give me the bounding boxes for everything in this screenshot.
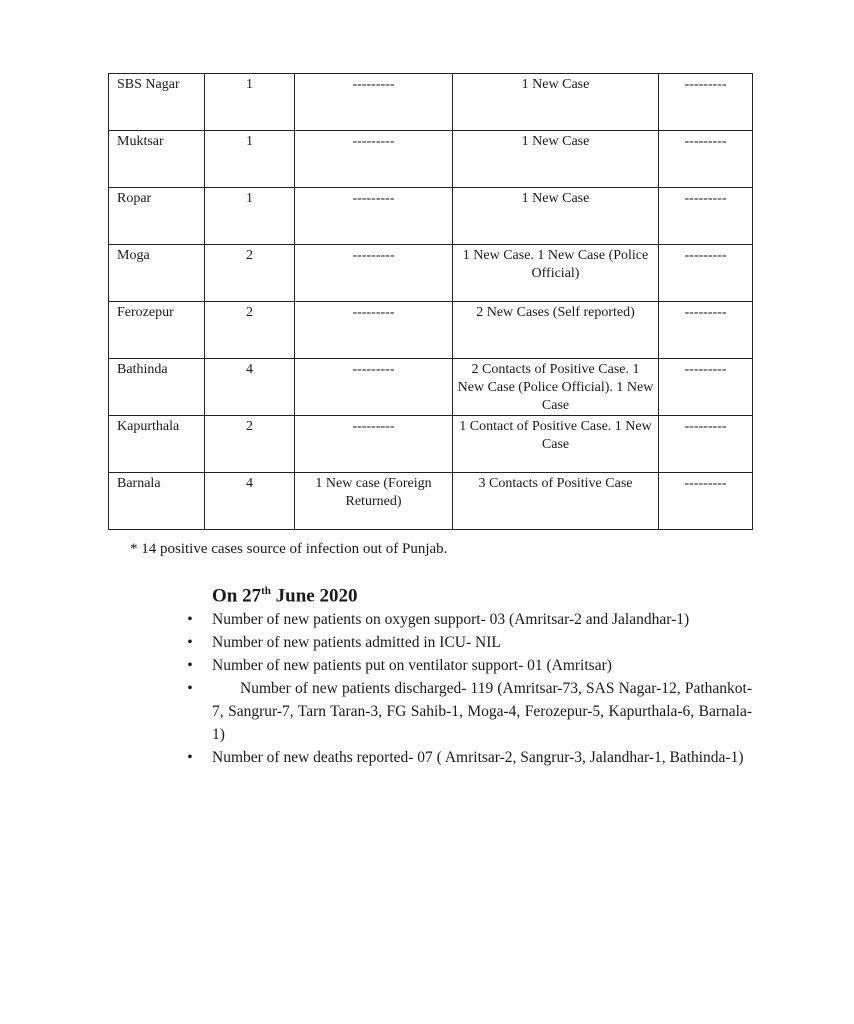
remarks-cell: --------- — [659, 131, 753, 188]
district-cell: Bathinda — [109, 359, 205, 416]
bullet-text: Number of new patients discharged- 119 (Amritsar-73, SAS Nagar-12, Pathankot-7, Sangrur-7, Tarn Taran-3, FG Sahib-1, Moga-4, Ferozepur-5, Kapurthala-6, Barnala-1) — [212, 680, 752, 743]
bullet-icon: • — [187, 657, 193, 674]
case-details-cell: 1 New Case — [453, 131, 659, 188]
district-cell: Barnala — [109, 473, 205, 530]
foreign-source-cell: --------- — [295, 416, 453, 473]
table-row — [109, 302, 753, 359]
case-details-cell: 2 Contacts of Positive Case. 1 New Case (Police Official). 1 New Case — [453, 359, 659, 416]
bullet-icon: • — [187, 634, 193, 651]
case-count-cell: 2 — [205, 416, 295, 473]
foreign-source-cell: --------- — [295, 188, 453, 245]
bullet-text: Number of new patients admitted in ICU- NIL — [212, 634, 501, 651]
table-row — [109, 416, 753, 473]
foreign-source-cell: 1 New case (Foreign Returned) — [295, 473, 453, 530]
foreign-source-cell: --------- — [295, 245, 453, 302]
remarks-cell: --------- — [659, 245, 753, 302]
district-cell: Kapurthala — [109, 416, 205, 473]
bullet-icon: • — [187, 611, 193, 628]
district-cell: Ropar — [109, 188, 205, 245]
bullet-icon: • — [187, 680, 193, 697]
case-details-cell: 1 Contact of Positive Case. 1 New Case — [453, 416, 659, 473]
case-details-cell: 1 New Case — [453, 188, 659, 245]
bullet-text: Number of new deaths reported- 07 ( Amritsar-2, Sangrur-3, Jalandhar-1, Bathinda-1) — [212, 749, 744, 766]
list-item — [184, 608, 752, 631]
table-row — [109, 473, 753, 530]
bullet-text: Number of new patients put on ventilator support- 01 (Amritsar) — [212, 657, 612, 674]
remarks-cell: --------- — [659, 359, 753, 416]
table-row — [109, 188, 753, 245]
district-cell: SBS Nagar — [109, 74, 205, 131]
district-cell: Ferozepur — [109, 302, 205, 359]
district-cell: Muktsar — [109, 131, 205, 188]
table-row — [109, 245, 753, 302]
case-count-cell: 2 — [205, 302, 295, 359]
list-item — [184, 677, 752, 746]
table-footnote: * 14 positive cases source of infection out of Punjab. — [130, 541, 448, 557]
case-details-cell: 1 New Case — [453, 74, 659, 131]
case-details-cell: 3 Contacts of Positive Case — [453, 473, 659, 530]
bullet-icon: • — [187, 749, 193, 766]
case-count-cell: 4 — [205, 359, 295, 416]
case-count-cell: 1 — [205, 131, 295, 188]
table-row — [109, 74, 753, 131]
remarks-cell: --------- — [659, 302, 753, 359]
remarks-cell: --------- — [659, 188, 753, 245]
foreign-source-cell: --------- — [295, 359, 453, 416]
heading-prefix: On 27 — [212, 585, 262, 607]
foreign-source-cell: --------- — [295, 131, 453, 188]
list-item — [184, 654, 752, 677]
case-count-cell: 2 — [205, 245, 295, 302]
table-row — [109, 359, 753, 416]
district-cases-table — [108, 73, 753, 530]
list-item — [184, 631, 752, 654]
foreign-source-cell: --------- — [295, 74, 453, 131]
case-details-cell: 2 New Cases (Self reported) — [453, 302, 659, 359]
remarks-cell: --------- — [659, 416, 753, 473]
case-count-cell: 1 — [205, 188, 295, 245]
bullet-text: Number of new patients on oxygen support- 03 (Amritsar-2 and Jalandhar-1) — [212, 611, 690, 628]
list-item — [184, 746, 752, 769]
remarks-cell: --------- — [659, 473, 753, 530]
case-count-cell: 4 — [205, 473, 295, 530]
case-details-cell: 1 New Case. 1 New Case (Police Official) — [453, 245, 659, 302]
case-count-cell: 1 — [205, 74, 295, 131]
update-bullet-list — [184, 608, 752, 769]
foreign-source-cell: --------- — [295, 302, 453, 359]
heading-ordinal-suffix: th — [261, 585, 271, 597]
remarks-cell: --------- — [659, 74, 753, 131]
district-cell: Moga — [109, 245, 205, 302]
table-row — [109, 131, 753, 188]
heading-suffix: June 2020 — [270, 585, 358, 607]
section-heading — [212, 585, 357, 607]
